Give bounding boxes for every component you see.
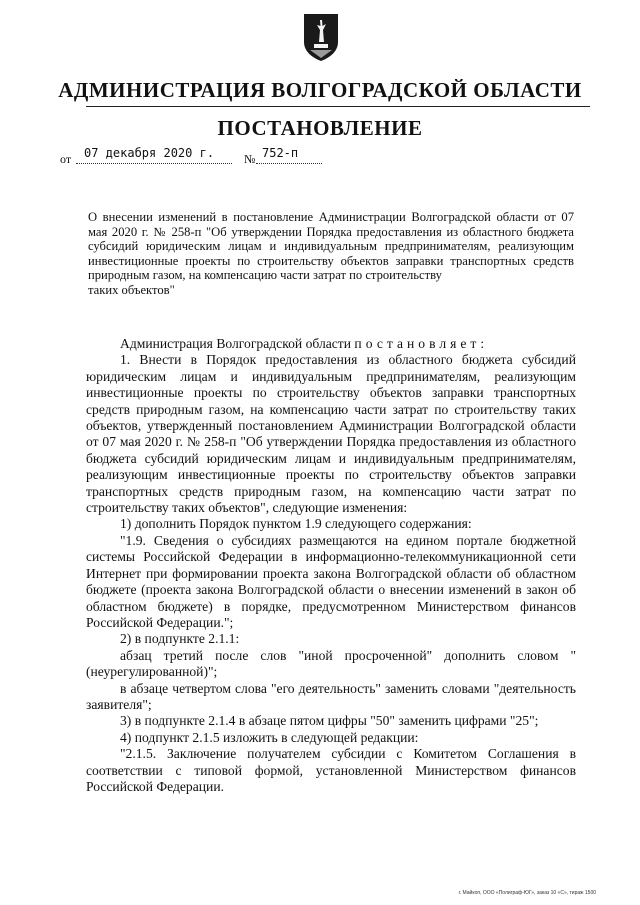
decree-issuer-text: Администрация Волгоградской области: [120, 336, 355, 351]
decree-verb-spaced: постановляет:: [354, 336, 489, 351]
organization-title: АДМИНИСТРАЦИЯ ВОЛГОГРАДСКОЙ ОБЛАСТИ: [58, 78, 582, 102]
number-prefix-label: №: [244, 152, 256, 166]
body-paragraph: "1.9. Сведения о субсидиях размещаются на едином портале бюджетной системы Российской Федерации в информационно-телекоммуникационной сети Интернет при формировании проекта закона Волгоградской области об областном бюджете (проекта закона Волгоградской области о внесении изменений в закон об областном бюджете) в порядке, предусмотренном Министерством финансов Российской Федерации.";: [86, 532, 576, 630]
body-paragraph: 1) дополнить Порядок пунктом 1.9 следующего содержания:: [120, 516, 472, 532]
document-number: 752-п: [262, 146, 299, 160]
body-paragraph: 1. Внести в Порядок предоставления из областного бюджета субсидий юридическим лицам и индивидуальным предпринимателям, реализующим инвестиционные проекты по строительству объектов заправки транспортных средств природным газом, на компенсацию части затрат по строительству таких объектов, утвержденный постановлением Администрации Волгоградской области от 07 мая 2020 г. № 258-п "Об утверждении Порядка предоставления из областного бюджета субсидий юридическим лицам и индивидуальным предпринимателям, реализующим инвестиционные проекты по строительству объектов заправки транспортных средств природным газом, на компенсацию части затрат по строительству таких объектов", следующие изменения:: [86, 352, 576, 516]
coat-of-arms-emblem: [302, 12, 340, 62]
document-type-title: ПОСТАНОВЛЕНИЕ: [217, 116, 423, 140]
date-underline: [76, 163, 232, 164]
body-paragraph: 2) в подпункте 2.1.1:: [120, 631, 240, 647]
print-footer-note: г. Майкоп, ООО «Полиграф-ЮГ», заказ 10 «С», тираж 1500: [458, 890, 596, 896]
document-subject: [88, 210, 574, 298]
subject-text-tail: таких объектов": [88, 282, 175, 297]
body-paragraph: 3) в подпункте 2.1.4 в абзаце пятом цифры "50" заменить цифрами "25";: [120, 713, 539, 729]
body-paragraph: "2.1.5. Заключение получателем субсидии с Комитетом Соглашения в соответствии с типовой формой, установленной Министерством финансов Российской Федерации.: [86, 746, 576, 794]
document-body: [86, 336, 576, 795]
body-paragraph: 4) подпункт 2.1.5 изложить в следующей редакции:: [120, 729, 419, 745]
document-date: 07 декабря 2020 г.: [84, 146, 215, 160]
number-underline: [256, 163, 322, 164]
body-paragraph: в абзаце четвертом слова "его деятельность" заменить словами "деятельность заявителя";: [86, 680, 576, 712]
header-divider: [86, 106, 590, 107]
date-prefix-label: от: [60, 152, 72, 166]
body-paragraph: [86, 336, 576, 352]
subject-text: О внесении изменений в постановление Администрации Волгоградской области от 07 мая 2020 г. № 258-п "Об утверждении Порядка предоставления из областного бюджета субсидий юридическим лицам и индивидуальным предпринимателям, реализующим инвестиционные проекты по строительству объектов заправки транспортных средств природным газом, на компенсацию части затрат по строительству: [88, 210, 574, 283]
body-paragraph: абзац третий после слов "иной просроченной" дополнить словом "(неурегулированной)";: [86, 647, 576, 680]
